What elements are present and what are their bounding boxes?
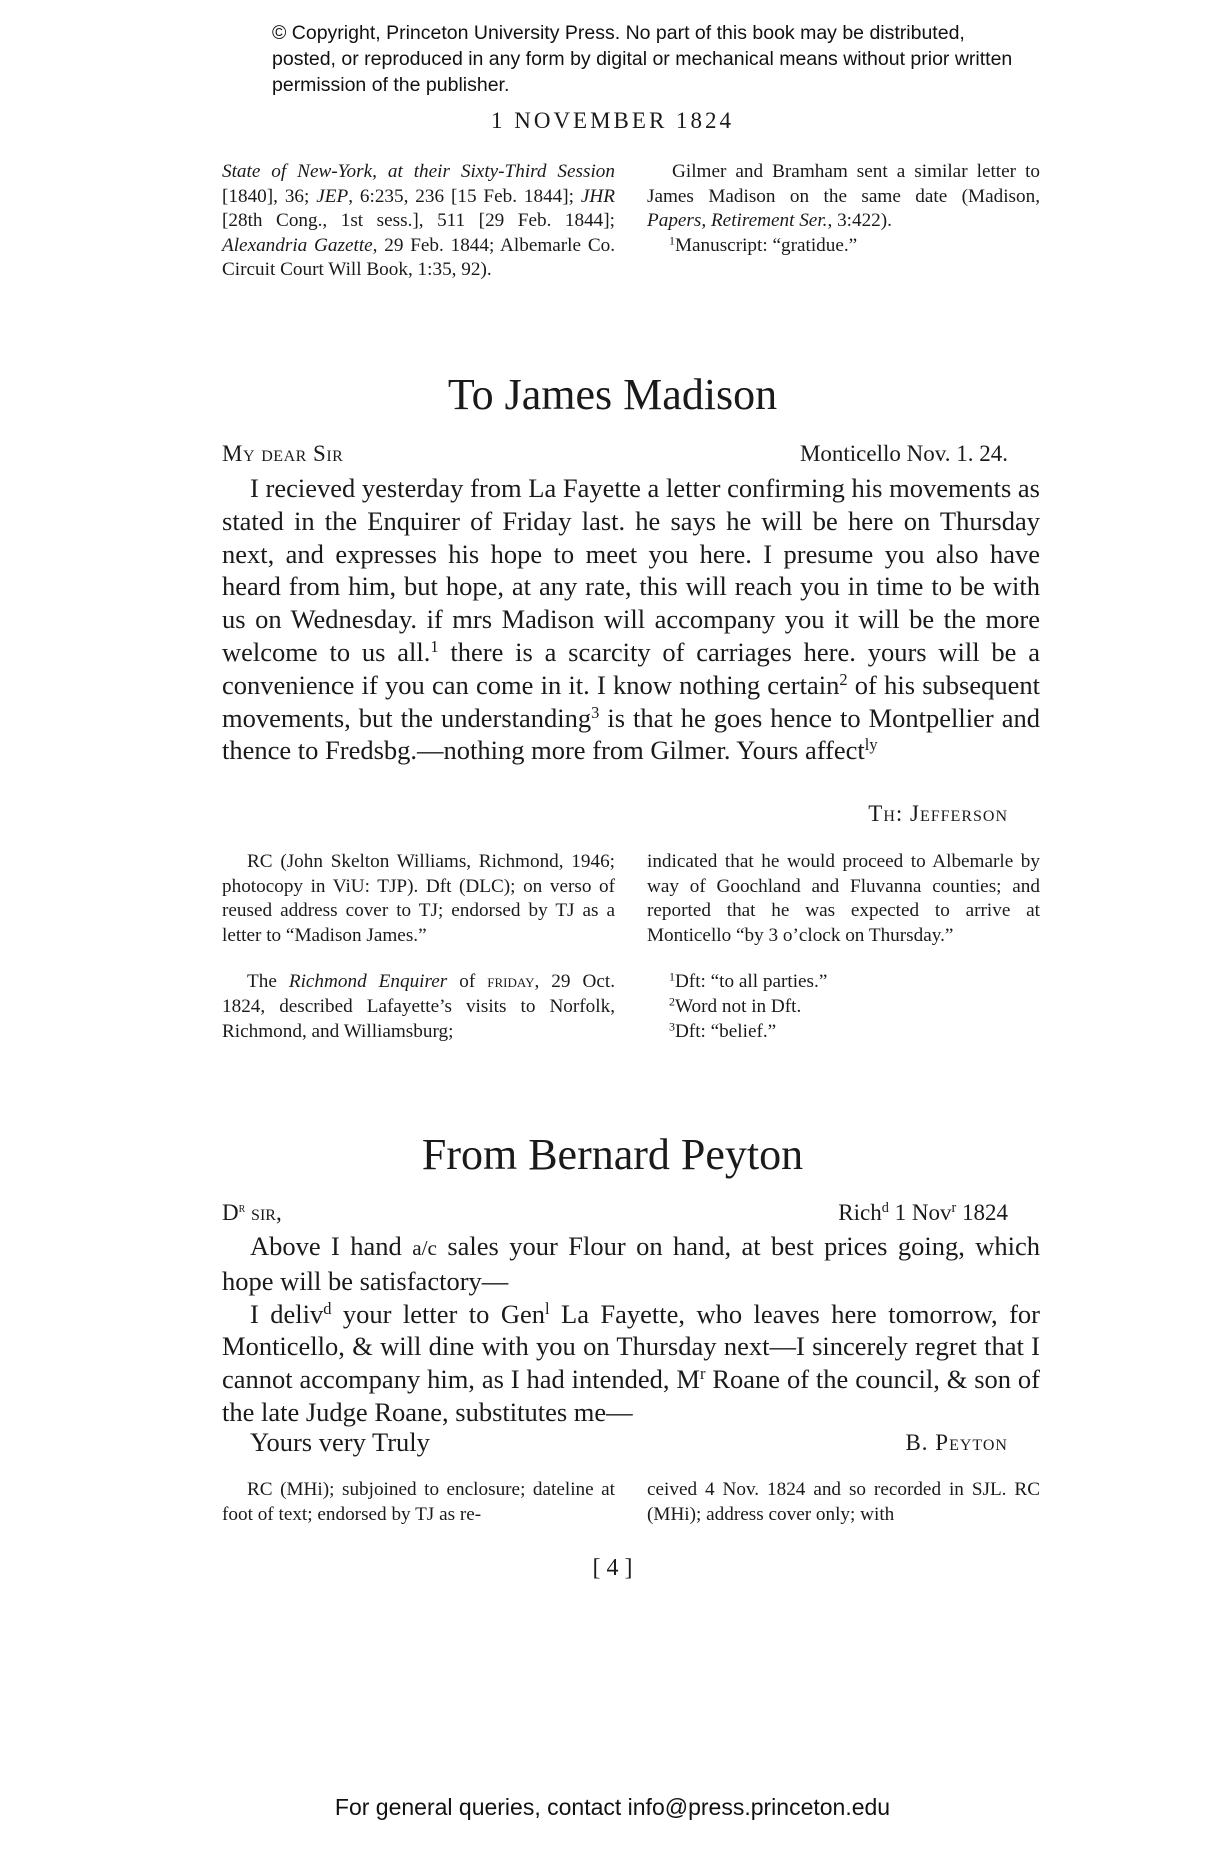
source-note: RC (John Skelton Williams, Richmond, 1946; photocopy in ViU: TJP). Dft (DLC); on verso of reused address cover to TJ; endorsed by TJ as a letter to “Madison James.” (222, 851, 615, 946)
footnote (669, 1020, 1040, 1045)
footnote-list (647, 970, 1040, 1044)
note-italic: Alexandria Gazette (222, 234, 373, 256)
letter-notes-right (647, 850, 1040, 1044)
dateline-text: 1824 (956, 1200, 1008, 1225)
top-notes-left (222, 160, 615, 283)
body-text: your letter to Gen (331, 1298, 546, 1329)
dateline: Monticello Nov. 1. 24. (799, 441, 1008, 466)
footnote-mark: 1 (669, 969, 675, 984)
footnote (669, 995, 1040, 1020)
note-text: [28th Cong., 1st sess.], 511 [29 Feb. 1844]; (222, 210, 615, 232)
note-italic: JEP (316, 185, 349, 207)
source-note: RC (MHi); subjoined to enclosure; dateline at foot of text; endorsed by TJ as re- (222, 1479, 615, 1525)
note-text: , 29 Feb. 1844; Albemarle Co. Circuit Court Will Book, 1:35, 92). (222, 234, 616, 281)
footnote-text: Manuscript: “gratidue.” (674, 234, 858, 256)
note-text: , 3:422). (827, 210, 892, 232)
footnote-mark: 2 (669, 994, 675, 1009)
note-text: of (447, 971, 488, 993)
salutation (222, 1200, 282, 1226)
page-number: [ 4 ] (592, 1555, 633, 1581)
body-text: of his subsequent movements, but the understanding (222, 669, 1040, 733)
note-italic: JHR (580, 185, 615, 207)
footnote-text: Dft: “to all parties.” (674, 971, 828, 993)
note-text: , 29 Oct. 1824, described Lafayette’s visits to Norfolk, Richmond, and Williamsburg; (222, 971, 615, 1042)
letter-title: To James Madison (447, 370, 778, 419)
superscript: l (545, 1298, 550, 1318)
footnote-text: Word not in Dft. (674, 995, 802, 1017)
closing: Yours very Truly (250, 1427, 430, 1457)
account-symbol: a/c (412, 1236, 437, 1260)
salutation-text: D (222, 1200, 239, 1225)
footnote-mark: 1 (669, 233, 675, 248)
copyright-notice: © Copyright, Princeton University Press. No part of this book may be distributed, posted, or reproduced in any form by digital or mechanical means without prior written permission of the publisher. (272, 22, 1013, 96)
body-text: is that he goes hence to Montpellier and thence to Fredsbg.—nothing more from Gilmer. Yours affect (222, 702, 1040, 766)
running-head: 1 NOVEMBER 1824 (490, 108, 735, 133)
superscript: r (951, 1200, 957, 1217)
dateline-text: Rich (838, 1200, 882, 1225)
salutation-text: sir, (245, 1200, 282, 1225)
top-notes-right (647, 160, 1040, 258)
note-italic: Papers, Retirement Ser. (647, 210, 828, 232)
dateline-text: 1 Nov (888, 1200, 952, 1225)
salutation: My dear Sir (222, 441, 344, 466)
signature: B. Peyton (905, 1430, 1008, 1455)
note-text: The (247, 971, 289, 993)
footnote (669, 970, 1040, 995)
body-text: there is a scarcity of carriages here. yours will be a convenience if you can come in it. I know nothing certain (222, 636, 1040, 700)
source-note: ceived 4 Nov. 1824 and so recorded in SJL. RC (MHi); address cover only; with (647, 1479, 1040, 1525)
note-text: [1840], 36; (222, 185, 317, 207)
letter-notes-left (222, 1478, 615, 1527)
signature: Th: Jefferson (868, 801, 1008, 826)
body-text: Roane of the council, & son of the late Judge Roane, substitutes me— (222, 1364, 1040, 1427)
superscript: r (700, 1364, 706, 1384)
body-text: sales your Flour on hand, at best prices going, which hope will be satisfactory— (222, 1231, 1040, 1296)
footer-contact: For general queries, contact info@press.princeton.edu (334, 1794, 891, 1820)
body-text: La Fayette, who leaves here tomorrow, for Monticello, & will dine with you on Thursday next—I sincerely regret that I cannot accompany him, as I had intended, M (222, 1298, 1041, 1395)
letter-body (222, 472, 1040, 767)
note-smallcaps: friday (487, 971, 535, 993)
letter-notes-left (222, 850, 615, 1044)
letter-body (222, 1230, 1040, 1429)
note-text: , 6:235, 236 [15 Feb. 1844]; (348, 185, 581, 207)
note-text: Gilmer and Bramham sent a similar letter to James Madison on the same date (Madison, (647, 161, 1040, 207)
superscript: ly (864, 735, 878, 755)
superscript: d (881, 1200, 889, 1217)
letter-notes-right (647, 1478, 1040, 1527)
note-italic: State of New-York, at their Sixty-Third Session (222, 161, 615, 182)
footnote-ref: 1 (430, 636, 439, 656)
superscript: d (323, 1298, 332, 1318)
footnote-ref: 2 (839, 669, 848, 689)
dateline (838, 1200, 1008, 1226)
footnote-ref: 3 (591, 702, 600, 722)
body-text: I deliv (250, 1298, 324, 1329)
letter-title: From Bernard Peyton (421, 1130, 804, 1179)
body-text: Above I hand (250, 1231, 413, 1261)
footnote-mark: 3 (669, 1019, 675, 1034)
note-text: indicated that he would proceed to Albemarle by way of Goochland and Fluvanna counties; and reported that he was expected to arrive at Monticello “by 3 o’clock on Thursday.” (647, 851, 1040, 946)
footnote-text: Dft: “belief.” (674, 1020, 777, 1042)
note-italic: Richmond Enquirer (288, 971, 448, 993)
superscript: r (238, 1200, 246, 1217)
body-text: I recieved yesterday from La Fayette a letter confirming his movements as stated in the Enquirer of Friday last. he says he will be here on Thursday next, and expresses his hope to meet you here. I presume you also have heard from him, but hope, at any rate, this will reach you in time to be with us on Wednesday. if mrs Madison will accompany you it will be the more welcome to us all. (222, 473, 1040, 667)
